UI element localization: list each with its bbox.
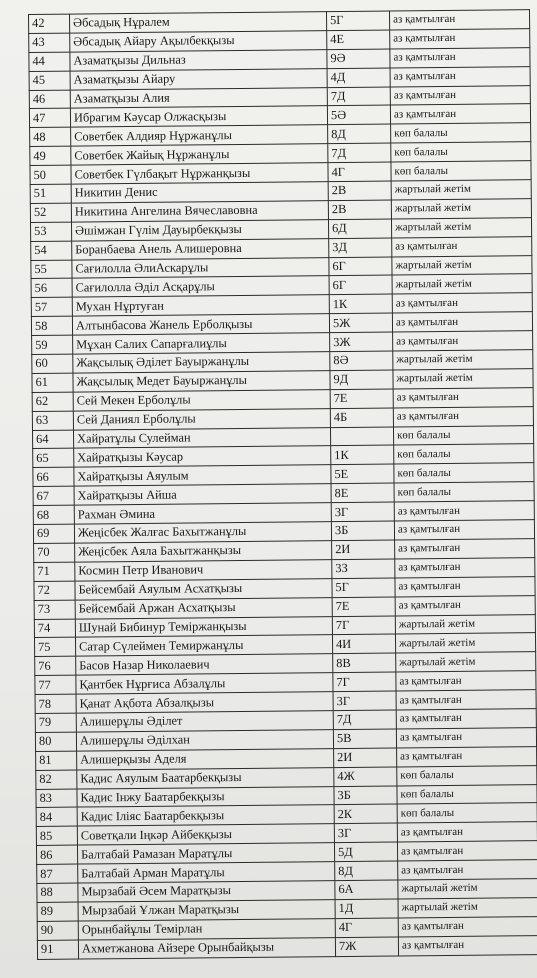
- category-cell: жартылай жетім: [391, 199, 531, 219]
- row-number: 57: [31, 297, 72, 316]
- student-list-table: [28, 9, 537, 959]
- category-cell: жартылай жетім: [398, 879, 537, 899]
- class-cell: 7Е: [332, 597, 395, 616]
- category-cell: аз қамтылған: [390, 85, 530, 105]
- class-cell: 5Е: [331, 464, 394, 483]
- row-number: 46: [29, 90, 70, 109]
- category-cell: аз қамтылған: [396, 709, 536, 729]
- class-cell: 5Г: [332, 578, 395, 597]
- category-cell: аз қамтылған: [393, 387, 533, 407]
- row-number: 69: [33, 524, 74, 543]
- student-name: Сей Мекен Ерболұлы: [73, 389, 330, 410]
- class-cell: 8В: [333, 653, 396, 672]
- row-number: 90: [37, 921, 78, 940]
- row-number: 51: [30, 184, 71, 203]
- class-cell: 4Г: [335, 918, 398, 937]
- row-number: 66: [33, 467, 74, 486]
- category-cell: аз қамтылған: [394, 501, 534, 521]
- category-cell: көп балалы: [391, 161, 531, 181]
- class-cell: 3Ж: [330, 332, 393, 351]
- row-number: 73: [34, 600, 75, 619]
- student-name: Орынбайұлы Темірлан: [78, 918, 335, 939]
- row-number: 80: [35, 732, 76, 751]
- category-cell: аз қамтылған: [395, 557, 535, 577]
- class-cell: 5Г: [326, 11, 389, 30]
- class-cell: 4И: [332, 634, 395, 653]
- category-cell: аз қамтылған: [392, 312, 532, 332]
- category-cell: көп балалы: [397, 784, 537, 804]
- student-name: Сей Даниял Ерболұлы: [73, 408, 330, 429]
- student-name: Бейсембай Аржан Асхатқызы: [75, 597, 332, 618]
- class-cell: 7Д: [327, 87, 390, 106]
- class-cell: 3Г: [333, 691, 396, 710]
- row-number: 76: [35, 656, 76, 675]
- category-cell: жартылай жетім: [393, 369, 533, 389]
- student-name: Ахметжанова Айзере Орынбайқызы: [78, 937, 335, 958]
- class-cell: 2В: [328, 200, 391, 219]
- student-name: Жеңісбек Аяла Бахытжанқызы: [75, 541, 332, 562]
- category-cell: жартылай жетім: [392, 274, 532, 294]
- class-cell: [330, 427, 393, 446]
- student-name: Азаматқызы Дильназ: [70, 49, 327, 70]
- category-cell: аз қамтылған: [398, 935, 537, 955]
- row-number: 70: [34, 543, 75, 562]
- class-cell: 7Г: [332, 616, 395, 635]
- row-number: 53: [30, 222, 71, 241]
- category-cell: аз қамтылған: [393, 331, 533, 351]
- row-number: 79: [35, 713, 76, 732]
- category-cell: аз қамтылған: [395, 539, 535, 559]
- row-number: 88: [37, 883, 78, 902]
- category-cell: аз қамтылған: [397, 841, 537, 861]
- student-name: Хайратқызы Кәусар: [74, 446, 331, 467]
- row-number: 65: [33, 449, 74, 468]
- category-cell: аз қамтылған: [398, 916, 537, 936]
- category-cell: аз қамтылған: [396, 671, 536, 691]
- row-number: 78: [35, 694, 76, 713]
- class-cell: 7Е: [330, 389, 393, 408]
- student-name: Балтабай Арман Маратұлы: [78, 862, 335, 883]
- class-cell: 8Ә: [330, 351, 393, 370]
- category-cell: жартылай жетім: [392, 255, 532, 275]
- student-name: Алишерқызы Аделя: [77, 748, 334, 769]
- student-name: Алишерұлы Әділхан: [76, 729, 333, 750]
- class-cell: 6Д: [328, 219, 391, 238]
- table-body: [29, 10, 537, 959]
- category-cell: аз қамтылған: [390, 104, 530, 124]
- category-cell: аз қамтылған: [395, 576, 535, 596]
- row-number: 59: [32, 335, 73, 354]
- category-cell: аз қамтылған: [396, 727, 536, 747]
- row-number: 86: [36, 845, 77, 864]
- class-cell: 3З: [332, 559, 395, 578]
- row-number: 84: [36, 807, 77, 826]
- class-cell: 5Д: [334, 842, 397, 861]
- class-cell: 1К: [331, 445, 394, 464]
- category-cell: аз қамтылған: [390, 66, 530, 86]
- row-number: 82: [36, 770, 77, 789]
- class-cell: 2И: [334, 748, 397, 767]
- student-name: Әбсадық Айару Ақылбекқызы: [70, 31, 327, 52]
- row-number: 56: [31, 279, 72, 298]
- row-number: 45: [29, 71, 70, 90]
- category-cell: аз қамтылған: [392, 236, 532, 256]
- class-cell: 2В: [328, 181, 391, 200]
- class-cell: 1Д: [335, 899, 398, 918]
- class-cell: 7Д: [328, 143, 391, 162]
- student-name: Жақсылық Әділет Бауыржанұлы: [73, 352, 330, 373]
- row-number: 85: [36, 826, 77, 845]
- category-cell: көп балалы: [394, 482, 534, 502]
- student-name: Қантбек Нұрғиса Абзалұлы: [76, 673, 333, 694]
- row-number: 61: [32, 373, 73, 392]
- student-name: Сатар Сүлеймен Темиржанұлы: [75, 635, 332, 656]
- class-cell: 5Ж: [329, 313, 392, 332]
- class-cell: 7Д: [333, 710, 396, 729]
- student-name: Балтабай Рамазан Маратұлы: [77, 843, 334, 864]
- student-name: Басов Назар Николаевич: [76, 654, 333, 675]
- category-cell: көп балалы: [397, 765, 537, 785]
- class-cell: 7Г: [333, 672, 396, 691]
- class-cell: 6Г: [329, 257, 392, 276]
- row-number: 44: [29, 52, 70, 71]
- class-cell: 2К: [334, 804, 397, 823]
- row-number: 58: [31, 316, 72, 335]
- category-cell: көп балалы: [391, 142, 531, 162]
- class-cell: 3Д: [329, 238, 392, 257]
- student-name: Қанат Ақбота Абзалқызы: [76, 692, 333, 713]
- row-number: 48: [30, 127, 71, 146]
- student-name: Алтынбасова Жанель Ерболқызы: [72, 314, 329, 335]
- student-name: Кадис Іліяс Баатарбекқызы: [77, 805, 334, 826]
- class-cell: 9Ә: [327, 49, 390, 68]
- row-number: 91: [37, 940, 78, 959]
- category-cell: аз қамтылған: [397, 822, 537, 842]
- row-number: 64: [32, 430, 73, 449]
- category-cell: аз қамтылған: [390, 47, 530, 67]
- class-cell: 6Г: [329, 275, 392, 294]
- category-cell: көп балалы: [391, 123, 531, 143]
- student-name: Советқали Іңкәр Айбекқызы: [77, 824, 334, 845]
- category-cell: аз қамтылған: [395, 595, 535, 615]
- student-name: Жеңісбек Жалғас Бахытжанұлы: [74, 522, 331, 543]
- category-cell: аз қамтылған: [392, 293, 532, 313]
- row-number: 87: [37, 864, 78, 883]
- row-number: 50: [30, 165, 71, 184]
- student-name: Жақсылық Медет Бауыржанұлы: [73, 371, 330, 392]
- class-cell: 4Е: [327, 30, 390, 49]
- student-name: Советбек Алдияр Нұржанұлы: [71, 125, 328, 146]
- student-name: Алишерұлы Әділет: [76, 711, 333, 732]
- student-name: Мырзабай Ұлжан Маратқызы: [78, 899, 335, 920]
- student-name: Советбек Гүлбақыт Нұржанқызы: [71, 163, 328, 184]
- class-cell: 6А: [335, 880, 398, 899]
- class-cell: 4Ж: [334, 767, 397, 786]
- class-cell: 8Е: [331, 483, 394, 502]
- category-cell: жартылай жетім: [391, 180, 531, 200]
- student-name: Хайратқызы Айша: [74, 484, 331, 505]
- class-cell: 9Д: [330, 370, 393, 389]
- class-cell: 8Д: [328, 124, 391, 143]
- student-name: Шунай Бибинур Теміржанқызы: [75, 616, 332, 637]
- row-number: 60: [32, 354, 73, 373]
- student-name: Кадис Інжу Баатарбекқызы: [77, 786, 334, 807]
- category-cell: аз қамтылған: [389, 10, 529, 30]
- row-number: 72: [34, 581, 75, 600]
- student-name: Никитин Денис: [71, 182, 328, 203]
- student-name: Никитина Ангелина Вячеславовна: [71, 201, 328, 222]
- student-name: Сағилолла ӘлиАскарұлы: [72, 257, 329, 278]
- category-cell: көп балалы: [397, 803, 537, 823]
- category-cell: аз қамтылған: [393, 406, 533, 426]
- row-number: 77: [35, 675, 76, 694]
- row-number: 68: [33, 505, 74, 524]
- class-cell: 3Г: [331, 502, 394, 521]
- student-name: Мухан Нұртуған: [72, 295, 329, 316]
- class-cell: 5В: [333, 729, 396, 748]
- category-cell: жартылай жетім: [395, 614, 535, 634]
- class-cell: 5Ә: [327, 105, 390, 124]
- class-cell: 1К: [329, 294, 392, 313]
- student-name: Хайратұлы Сулейман: [73, 427, 330, 448]
- row-number: 67: [33, 486, 74, 505]
- student-name: Космин Петр Иванович: [75, 559, 332, 580]
- row-number: 75: [34, 637, 75, 656]
- class-cell: 7Ж: [335, 937, 398, 956]
- class-cell: 3Б: [331, 521, 394, 540]
- row-number: 54: [31, 241, 72, 260]
- row-number: 81: [36, 751, 77, 770]
- row-number: 47: [29, 109, 70, 128]
- category-cell: жартылай жетім: [398, 898, 537, 918]
- row-number: 62: [32, 392, 73, 411]
- student-name: Кадис Аяулым Баатарбекқызы: [77, 767, 334, 788]
- student-name: Азаматқызы Айару: [70, 68, 327, 89]
- category-cell: жартылай жетім: [391, 217, 531, 237]
- row-number: 89: [37, 902, 78, 921]
- class-cell: 3Г: [334, 823, 397, 842]
- student-name: Мұхан Салих Сапарғалиұлы: [73, 333, 330, 354]
- class-cell: 3Б: [334, 786, 397, 805]
- class-cell: 4Д: [327, 68, 390, 87]
- student-name: Хайратқызы Аяулым: [74, 465, 331, 486]
- student-name: Рахман Әмина: [74, 503, 331, 524]
- row-number: 52: [30, 203, 71, 222]
- row-number: 74: [34, 619, 75, 638]
- row-number: 71: [34, 562, 75, 581]
- student-name: Әбсадық Нұралем: [70, 12, 327, 33]
- category-cell: жартылай жетім: [395, 633, 535, 653]
- row-number: 63: [32, 411, 73, 430]
- class-cell: 2И: [332, 540, 395, 559]
- class-cell: 8Д: [335, 861, 398, 880]
- row-number: 55: [31, 260, 72, 279]
- student-name: Бейсембай Аяулым Асхатқызы: [75, 578, 332, 599]
- category-cell: көп балалы: [393, 425, 533, 445]
- category-cell: аз қамтылған: [398, 860, 537, 880]
- category-cell: жартылай жетім: [393, 350, 533, 370]
- class-cell: 4Г: [328, 162, 391, 181]
- row-number: 49: [30, 146, 71, 165]
- category-cell: аз қамтылған: [397, 746, 537, 766]
- student-name: Сағилолла Әділ Асқарұлы: [72, 276, 329, 297]
- category-cell: көп балалы: [394, 444, 534, 464]
- category-cell: аз қамтылған: [396, 690, 536, 710]
- document-page: [28, 9, 537, 959]
- row-number: 83: [36, 789, 77, 808]
- table-row: [37, 935, 537, 959]
- student-name: Мырзабай Әсем Маратқызы: [78, 881, 335, 902]
- category-cell: жартылай жетім: [396, 652, 536, 672]
- row-number: 42: [29, 14, 70, 33]
- category-cell: аз қамтылған: [394, 520, 534, 540]
- student-name: Әшімжан Гүлім Дауырбекқызы: [71, 219, 328, 240]
- student-name: Азаматқызы Алия: [70, 87, 327, 108]
- student-name: Боранбаева Анель Алишеровна: [72, 238, 329, 259]
- row-number: 43: [29, 33, 70, 52]
- student-name: Советбек Жайық Нұржанұлы: [71, 144, 328, 165]
- category-cell: аз қамтылған: [390, 29, 530, 49]
- class-cell: 4Б: [330, 408, 393, 427]
- category-cell: көп балалы: [394, 463, 534, 483]
- student-name: Ибрагим Кәусар Олжасқызы: [70, 106, 327, 127]
